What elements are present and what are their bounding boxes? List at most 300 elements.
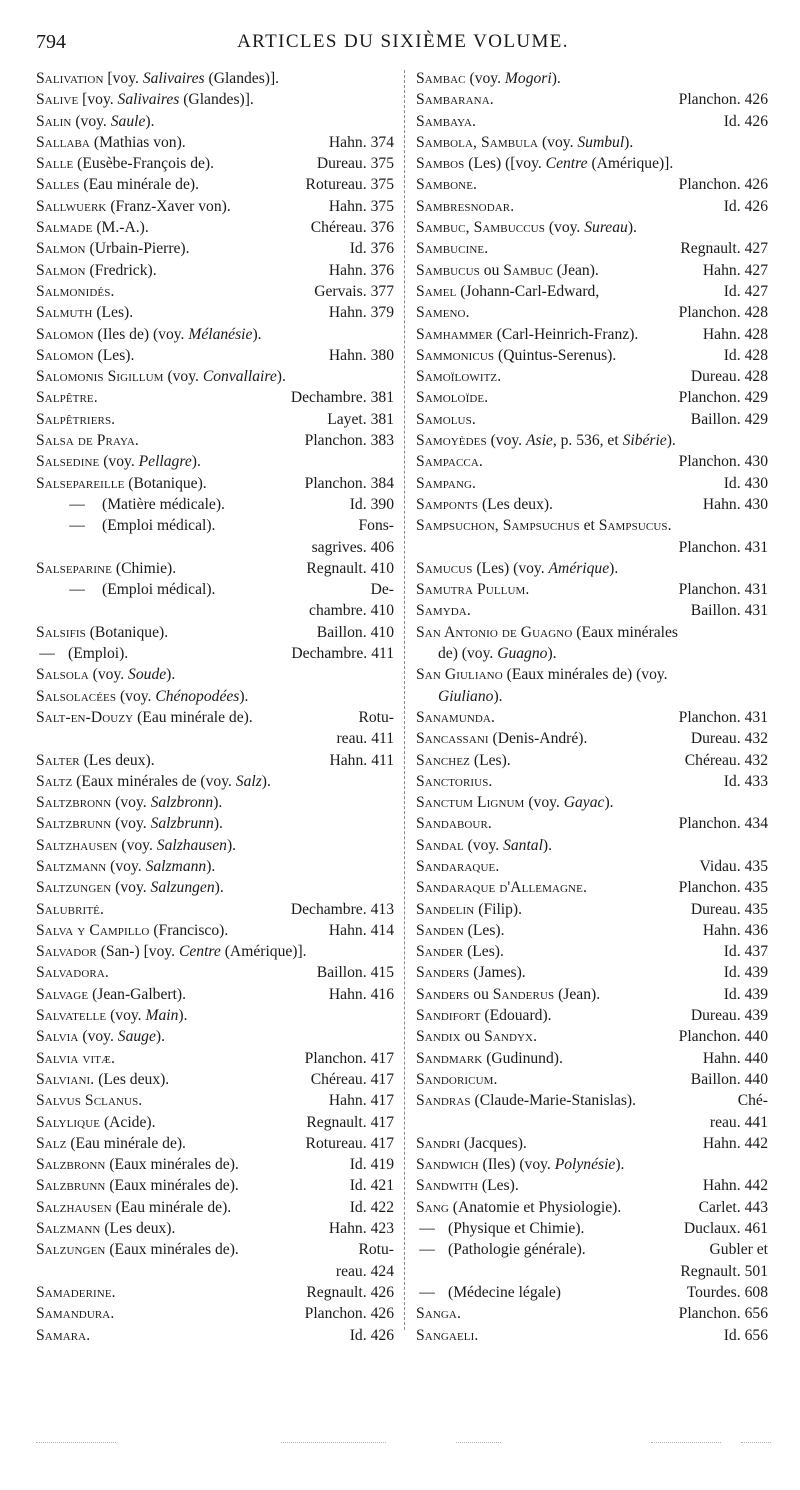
entry-headword: Sang — [416, 1198, 449, 1216]
index-entry — [36, 537, 394, 558]
entry-page-number: 430 — [744, 474, 768, 492]
entry-text: (voy. — [78, 1028, 118, 1046]
entry-headword: Samara. — [36, 1326, 91, 1344]
entry-headword: Salvador — [36, 943, 97, 961]
entry-page-number: 436 — [744, 921, 768, 939]
entry-headword: Salt-en-Douzy — [36, 708, 134, 726]
entry-text: (voy. — [465, 70, 505, 87]
index-entry — [36, 1197, 394, 1218]
entry-text: (voy. — [111, 815, 151, 833]
entry-headword: Sambaya. — [416, 112, 477, 130]
entry-text: ). — [666, 432, 676, 450]
entry-page-number: 608 — [744, 1283, 768, 1301]
entry-text: (Fredrick). — [85, 261, 157, 279]
entry-headword: Sambac — [416, 70, 466, 87]
entry-text: (voy. — [106, 1007, 146, 1025]
entry-text: (voy. — [463, 836, 504, 854]
index-entry — [416, 366, 768, 387]
column-divider — [404, 70, 405, 1330]
entry-author: Planchon. — [678, 1305, 741, 1323]
cross-reference: Mogori — [504, 70, 552, 87]
index-entry — [416, 643, 768, 664]
entry-page-number: 435 — [744, 879, 768, 897]
entry-headword: Sandri — [416, 1134, 461, 1152]
index-entry — [416, 196, 768, 217]
entry-headword: Saltzmann — [36, 857, 107, 875]
entry-text: (Carl-Heinrich-Franz). — [492, 325, 639, 343]
index-entry — [416, 941, 768, 962]
entry-author: Id. — [723, 282, 741, 300]
index-entry — [416, 238, 768, 259]
entry-headword: Sambola, Sambula — [416, 133, 539, 151]
entry-author: chambre. — [309, 602, 367, 620]
entry-page-number: 442 — [744, 1177, 768, 1195]
cross-reference: Chénopodées — [155, 687, 240, 705]
entry-page-number: 435 — [744, 857, 768, 875]
index-entry — [36, 664, 394, 685]
index-entry — [416, 260, 768, 281]
index-entry — [36, 1005, 394, 1026]
index-entry — [36, 1090, 394, 1111]
cross-reference: Convallaire — [202, 368, 277, 386]
entry-headword: Sandyx. — [484, 1028, 538, 1046]
entry-page-number: 431 — [744, 538, 768, 556]
entry-page-number: 431 — [744, 602, 768, 620]
entry-text: (Franz-Xaver von). — [106, 197, 231, 215]
entry-dash: — — [419, 1220, 435, 1238]
entry-author: Hahn. — [702, 325, 741, 343]
entry-author: Id. — [349, 1177, 367, 1195]
entry-headword: Samhammer — [416, 325, 493, 343]
entry-text: [voy. — [103, 70, 143, 87]
index-entry — [36, 1218, 394, 1239]
index-entry — [416, 430, 768, 451]
index-entry — [416, 281, 768, 302]
index-entry — [416, 1239, 768, 1260]
entry-author: Rotu- — [358, 708, 394, 726]
entry-text: (Jean). — [554, 985, 601, 1003]
cross-reference: Polynésie — [554, 1156, 616, 1174]
footer-dotted-rule — [36, 1442, 770, 1452]
entry-text: ). — [178, 1007, 188, 1025]
cross-reference: Gayac — [563, 794, 605, 812]
entry-author: De- — [370, 581, 394, 599]
entry-author: Hahn. — [702, 1177, 741, 1195]
entry-text: (Eau minérale de). — [66, 1134, 186, 1152]
index-entry — [36, 1175, 394, 1196]
entry-author: Regnault. — [306, 1283, 367, 1301]
cross-reference: Centre — [178, 943, 221, 961]
entry-headword: Sambuc — [503, 261, 553, 279]
index-entry — [416, 1303, 768, 1324]
entry-text: (Acide). — [100, 1113, 156, 1131]
entry-author: Regnault. — [306, 559, 367, 577]
index-entry — [416, 345, 768, 366]
entry-text: , p. 536, et — [552, 432, 623, 450]
entry-page-number: 376 — [370, 240, 394, 258]
entry-text: (Emploi). — [68, 645, 129, 663]
entry-author: Hahn. — [328, 1220, 367, 1238]
entry-text: ). — [214, 879, 224, 897]
entry-text: (Physique et Chimie). — [448, 1220, 585, 1238]
cross-reference: Main — [145, 1007, 179, 1025]
entry-text: ou — [469, 985, 493, 1003]
entry-text: ). — [261, 772, 271, 790]
entry-text: ). — [609, 559, 619, 577]
entry-headword: Sandaraque d'Allemagne. — [416, 879, 587, 897]
entry-author: Dureau. — [690, 1007, 741, 1025]
entry-headword: Sameno. — [416, 304, 470, 322]
index-entry — [416, 750, 768, 771]
entry-headword: Samaderine. — [36, 1283, 116, 1301]
entry-author: Rotureau. — [305, 176, 367, 194]
entry-text: (Les deux). — [478, 495, 553, 513]
entry-headword: Sandwith — [416, 1177, 479, 1195]
cross-reference: Sibérie — [622, 432, 667, 450]
entry-page-number: 426 — [370, 1326, 394, 1344]
entry-dash: — — [419, 1283, 435, 1301]
entry-headword: Salzmann — [36, 1220, 101, 1238]
entry-page-number: 415 — [370, 964, 394, 982]
entry-text: (Anatomie et Physiologie). — [448, 1198, 622, 1216]
entry-author: Planchon. — [304, 1049, 367, 1067]
entry-page-number: 428 — [744, 325, 768, 343]
index-entry — [416, 984, 768, 1005]
entry-author: Dureau. — [690, 368, 741, 386]
cross-reference: Pellagre — [138, 453, 192, 471]
entry-text: (voy. — [111, 879, 151, 897]
entry-headword: Salivation — [36, 70, 104, 87]
entry-author: Dureau. — [690, 730, 741, 748]
index-entry — [36, 366, 394, 387]
entry-page-number: 384 — [370, 474, 394, 492]
entry-page-number: 411 — [371, 730, 394, 748]
index-entry — [416, 558, 768, 579]
entry-headword: Samandura. — [36, 1305, 115, 1323]
entry-page-number: 414 — [370, 921, 394, 939]
entry-page-number: 426 — [370, 1283, 394, 1301]
cross-reference: Amérique — [548, 559, 610, 577]
entry-headword: Sandix — [416, 1028, 461, 1046]
entry-text: (voy. — [538, 133, 578, 151]
index-entry — [36, 409, 394, 430]
entry-author: Planchon. — [678, 176, 741, 194]
entry-headword: Samoïlowitz. — [416, 368, 502, 386]
entry-page-number: 443 — [744, 1198, 768, 1216]
entry-page-number: 426 — [744, 112, 768, 130]
entry-author: Gervais. — [314, 282, 367, 300]
entry-author: Regnault. — [680, 1262, 741, 1280]
entry-headword: Salomon — [36, 325, 94, 343]
entry-page-number: 376 — [370, 261, 394, 279]
entry-author: Hahn. — [328, 346, 367, 364]
index-entry — [36, 1048, 394, 1069]
entry-headword: Salpêtriers. — [36, 410, 116, 428]
entry-page-number: 434 — [744, 815, 768, 833]
entry-page-number: 429 — [744, 389, 768, 407]
entry-text: ). — [615, 1156, 625, 1174]
entry-headword: Sandras — [416, 1092, 471, 1110]
entry-text: (voy. — [117, 836, 157, 854]
index-entry — [36, 281, 394, 302]
entry-text: (voy. — [106, 857, 146, 875]
entry-text: (Quintus-Serenus). — [494, 346, 617, 364]
entry-headword: Salpêtre. — [36, 389, 98, 407]
entry-page-number: 379 — [370, 304, 394, 322]
entry-headword: Salle — [36, 155, 74, 173]
entry-headword: Sangaeli. — [416, 1326, 479, 1344]
entry-author: Layet. — [327, 410, 367, 428]
entry-text: (Botanique). — [85, 623, 169, 641]
index-entry — [36, 238, 394, 259]
entry-headword: Salmuth — [36, 304, 93, 322]
entry-author: Id. — [723, 943, 741, 961]
index-entry — [36, 941, 394, 962]
entry-author: Id. — [723, 772, 741, 790]
index-entry — [416, 1048, 768, 1069]
entry-page-number: 410 — [370, 559, 394, 577]
entry-headword: Salvadora. — [36, 964, 109, 982]
entry-author: Hahn. — [328, 197, 367, 215]
entry-author: Planchon. — [678, 879, 741, 897]
entry-author: Baillon. — [690, 410, 741, 428]
index-entry — [36, 451, 394, 472]
index-entry — [36, 728, 394, 749]
index-entry — [36, 494, 394, 515]
entry-page-number: 380 — [370, 346, 394, 364]
entry-headword: Sandabour. — [416, 815, 492, 833]
entry-dash: — — [39, 645, 55, 663]
entry-page-number: 417 — [370, 1070, 394, 1088]
cross-reference: Salzungen — [150, 879, 215, 897]
entry-headword: Sambresnodar. — [416, 197, 515, 215]
entry-text: (Eaux minérales de) (voy. — [502, 666, 668, 684]
cross-reference: Soude — [128, 666, 167, 684]
entry-author: Hahn. — [328, 1092, 367, 1110]
index-entry — [416, 324, 768, 345]
index-entry — [36, 1133, 394, 1154]
entry-text: ou — [460, 1028, 485, 1046]
entry-text: ). — [226, 836, 237, 854]
index-entry — [416, 1175, 768, 1196]
index-entry — [36, 260, 394, 281]
entry-headword: Sambucine. — [416, 240, 489, 258]
entry-headword: Sanders — [416, 985, 470, 1003]
entry-text: (Emploi médical). — [102, 517, 216, 535]
entry-text: (voy. — [524, 794, 564, 812]
entry-headword: Salsola — [36, 666, 89, 684]
entry-headword: Salvus Sclanus. — [36, 1092, 143, 1110]
entry-headword: Sanden — [416, 921, 464, 939]
index-entry — [416, 1026, 768, 1047]
cross-reference: Salz — [235, 772, 262, 790]
entry-page-number: 435 — [744, 900, 768, 918]
entry-page-number: 428 — [744, 304, 768, 322]
entry-text: (Glandes)]. — [204, 70, 280, 87]
entry-text: (Mathias von). — [89, 133, 186, 151]
entry-author: Duclaux. — [683, 1220, 741, 1238]
entry-text: (Les). — [93, 346, 135, 364]
entry-author: Fons- — [358, 517, 394, 535]
index-entry — [36, 1261, 394, 1282]
index-entry — [416, 68, 768, 89]
entry-author: Rotu- — [358, 1241, 394, 1259]
entry-headword: Salvia — [36, 1028, 79, 1046]
entry-page-number: 419 — [370, 1156, 394, 1174]
index-entry — [36, 813, 394, 834]
entry-author: Planchon. — [678, 389, 741, 407]
entry-page-number: 430 — [744, 495, 768, 513]
entry-headword: Sambuc, Sambuccus — [416, 219, 545, 237]
index-entry — [416, 111, 768, 132]
index-entry — [416, 1069, 768, 1090]
entry-headword: Salomon — [36, 346, 94, 364]
index-entry — [416, 217, 768, 238]
entry-author: Chéreau. — [310, 219, 367, 237]
index-entry — [416, 771, 768, 792]
index-entry — [416, 494, 768, 515]
index-entry — [36, 1282, 394, 1303]
entry-author: Id. — [349, 1326, 367, 1344]
entry-headword: Sander — [416, 943, 464, 961]
entry-headword: Salsa de Praya. — [36, 432, 139, 450]
entry-headword: Salmade — [36, 219, 93, 237]
index-entry — [36, 835, 394, 856]
cross-reference: Centre — [545, 155, 588, 173]
entry-text: (Iles) (voy. — [478, 1156, 555, 1174]
index-entry — [416, 664, 768, 685]
entry-author: Dechambre. — [290, 900, 367, 918]
entry-text: (Médecine légale) — [448, 1283, 561, 1301]
entry-text: (Urbain-Pierre). — [85, 240, 190, 258]
entry-author: Planchon. — [678, 538, 741, 556]
index-entry — [36, 792, 394, 813]
entry-author: Hahn. — [702, 1134, 741, 1152]
entry-author: Id. — [349, 1156, 367, 1174]
entry-headword: Salles — [36, 176, 80, 194]
entry-author: Baillon. — [316, 623, 367, 641]
entry-text: (Eaux minérales de (voy. — [72, 772, 236, 790]
entry-headword: Sanga. — [416, 1305, 461, 1323]
entry-text: (Glandes)]. — [179, 91, 254, 109]
index-entry — [36, 153, 394, 174]
entry-text: ). — [166, 666, 176, 684]
entry-page-number: 421 — [370, 1177, 394, 1195]
entry-text: et — [579, 517, 599, 535]
index-entry — [416, 1090, 768, 1111]
entry-author: Hahn. — [702, 1049, 741, 1067]
entry-author: Dureau. — [690, 900, 741, 918]
index-entry — [36, 302, 394, 323]
entry-headword: Salylique — [36, 1113, 101, 1131]
index-entry — [416, 1133, 768, 1154]
entry-text: (voy. — [111, 794, 151, 812]
entry-page-number: 433 — [744, 772, 768, 790]
entry-text: (Chimie). — [112, 559, 177, 577]
index-entry — [416, 707, 768, 728]
index-entry — [416, 962, 768, 983]
index-entry — [416, 920, 768, 941]
entry-headword: Saltzbronn — [36, 794, 112, 812]
entry-text: (Francisco). — [149, 921, 229, 939]
entry-page-number: 440 — [744, 1049, 768, 1067]
entry-author: Id. — [349, 240, 367, 258]
entry-headword: Samucus — [416, 559, 473, 577]
entry-dash: — — [69, 517, 85, 535]
entry-page-number: 413 — [370, 900, 394, 918]
index-entry — [36, 920, 394, 941]
entry-headword: Sandwich — [416, 1156, 479, 1174]
entry-text: (voy. — [544, 219, 585, 237]
entry-author: Hahn. — [328, 985, 367, 1003]
index-entry — [36, 111, 394, 132]
index-entry — [36, 1112, 394, 1133]
entry-headword: Saltz — [36, 772, 73, 790]
entry-page-number: 381 — [370, 389, 394, 407]
entry-text: ). — [551, 70, 561, 87]
entry-headword: Sampang. — [416, 474, 477, 492]
entry-text: (Denis-André). — [488, 730, 588, 748]
entry-page-number: 431 — [744, 581, 768, 599]
index-entry — [416, 132, 768, 153]
entry-page-number: 426 — [744, 176, 768, 194]
entry-author: Planchon. — [304, 474, 367, 492]
entry-author: sagrives. — [311, 538, 367, 556]
entry-text: (voy. — [486, 432, 526, 450]
index-entry — [36, 558, 394, 579]
entry-page-number: 439 — [744, 964, 768, 982]
entry-headword: Sandelin — [416, 900, 475, 918]
entry-author: Id. — [723, 474, 741, 492]
entry-author: Dechambre. — [290, 389, 367, 407]
entry-headword: Salzhausen — [36, 1198, 112, 1216]
entry-headword: Sandifort — [416, 1007, 481, 1025]
entry-author: Baillon. — [690, 1070, 741, 1088]
entry-text: ). — [213, 794, 223, 812]
index-entry — [36, 1239, 394, 1260]
entry-author: Planchon. — [678, 304, 741, 322]
entry-page-number: 410 — [370, 623, 394, 641]
entry-author: Id. — [723, 112, 741, 130]
entry-headword: Salmon — [36, 261, 86, 279]
entry-author: Regnault. — [306, 1113, 367, 1131]
entry-page-number: 427 — [744, 282, 768, 300]
entry-headword: Sambos — [416, 155, 465, 173]
page-header — [36, 31, 770, 57]
entry-author: Vidau. — [699, 857, 741, 875]
entry-page-number: 656 — [744, 1326, 768, 1344]
entry-text: (Les) ([voy. — [464, 155, 546, 173]
index-entry — [416, 515, 768, 536]
entry-headword: Sancassani — [416, 730, 489, 748]
entry-author: Id. — [723, 1326, 741, 1344]
entry-author: Dechambre. — [291, 645, 368, 663]
entry-text: ). — [547, 645, 557, 663]
entry-author: Planchon. — [678, 453, 741, 471]
entry-headword: Sandal — [416, 836, 464, 854]
index-entry — [416, 153, 768, 174]
entry-headword: Sanctum Lignum — [416, 794, 525, 812]
index-entry — [416, 1154, 768, 1175]
entry-text: (Edouard). — [480, 1007, 552, 1025]
entry-text: (M.-A.). — [92, 219, 149, 237]
index-entry — [416, 600, 768, 621]
entry-page-number: 377 — [370, 282, 394, 300]
index-entry — [36, 1069, 394, 1090]
index-column-left — [36, 68, 394, 1346]
index-entry — [416, 1112, 768, 1133]
cross-reference: Sauge — [117, 1028, 156, 1046]
